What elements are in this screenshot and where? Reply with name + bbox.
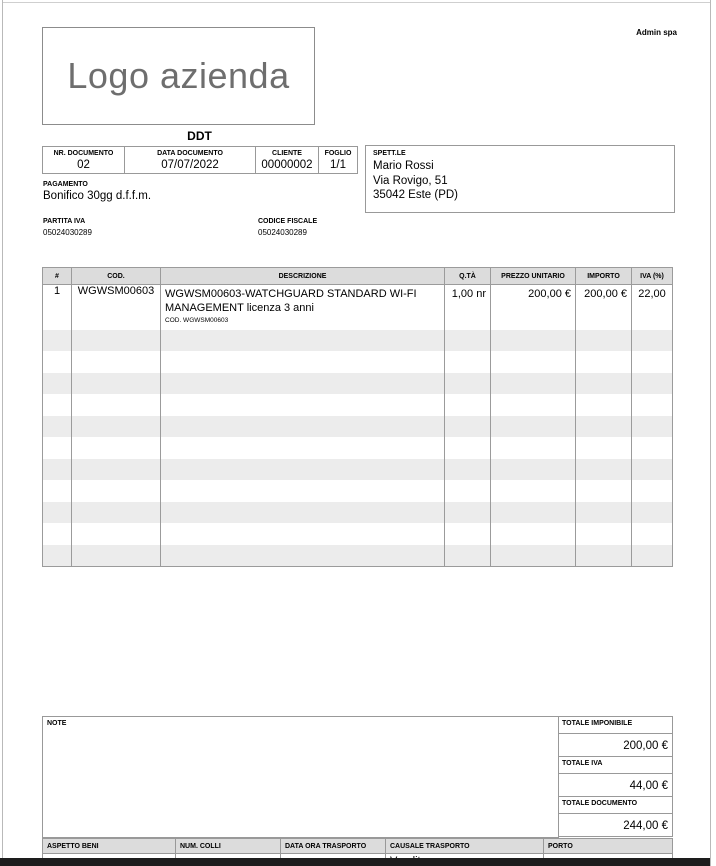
logo-placeholder-text: Logo azienda [67,55,290,96]
items-table-body [43,285,673,567]
item-code: WGWSM00603 [72,285,161,330]
sheet-label: FOGLIO [324,150,352,157]
col-header-code: COD. [72,268,161,285]
item-description-sub: COD. WGWSM00603 [165,317,229,324]
empty-item-row [43,394,673,416]
payment-label: PAGAMENTO [43,181,88,188]
company-name: Admin spa [636,28,677,37]
carriage-label: PORTO [544,839,673,854]
document-type-title: DDT [187,129,212,143]
total-taxable-value: 200,00 € [559,734,673,757]
total-vat-value: 44,00 € [559,774,673,797]
transport-reason-label: CAUSALE TRASPORTO [386,839,544,854]
goods-appearance-label: ASPETTO BENI [43,839,176,854]
empty-item-row [43,459,673,481]
fiscal-code-label: CODICE FISCALE [258,218,318,225]
fiscal-code-block [258,217,317,238]
empty-item-row [43,351,673,373]
payment-value: Bonifico 30gg d.f.f.m. [43,190,152,202]
packages-number-label: NUM. COLLI [176,839,281,854]
item-number: 1 [43,285,72,330]
page-left-edge [2,0,3,866]
totals-table [558,716,673,837]
page-top-edge [3,2,710,3]
item-row [43,285,673,330]
doc-number-value: 02 [77,159,90,171]
empty-item-row [43,373,673,395]
col-header-amount: IMPORTO [576,268,632,285]
logo-box [42,27,315,125]
item-vat: 22,00 [632,285,673,330]
empty-item-row [43,480,673,502]
col-header-num: # [43,268,72,285]
doc-date-cell [125,147,256,174]
notes-label: NOTE [47,720,67,727]
recipient-label: SPETT.LE [373,150,406,157]
page-right-edge [710,0,711,866]
doc-number-label: NR. DOCUMENTO [53,150,114,157]
transport-header-row [43,839,673,854]
transport-datetime-label: DATA ORA TRASPORTO [281,839,386,854]
item-unit-price: 200,00 € [491,285,576,330]
recipient-street: Via Rovigo, 51 [373,174,448,187]
item-description: WGWSM00603-WATCHGUARD STANDARD WI-FI MANAGEMENT licenza 3 anni [165,288,417,314]
viewport-bottom-bar [0,858,710,866]
fiscal-code-value: 05024030289 [258,228,307,237]
empty-item-row [43,437,673,459]
empty-item-row [43,545,673,567]
recipient-name: Mario Rossi [373,160,434,172]
total-document-label: TOTALE DOCUMENTO [559,797,673,814]
recipient-city: 35042 Este (PD) [373,189,459,201]
item-amount: 200,00 € [576,285,632,330]
vat-number-block [43,217,92,238]
empty-item-row [43,416,673,438]
recipient-box [365,145,675,213]
total-document-value: 244,00 € [559,814,673,837]
items-header-row [43,268,673,285]
client-label: CLIENTE [272,150,302,157]
document-info-table [42,146,358,174]
col-header-qty: Q.TÀ [445,268,491,285]
sheet-cell [319,147,358,174]
vat-number-label: PARTITA IVA [43,218,86,225]
doc-date-label: DATA DOCUMENTO [157,150,223,157]
notes-box [42,716,559,838]
empty-item-row [43,523,673,545]
item-qty: 1,00 nr [445,285,491,330]
col-header-description: DESCRIZIONE [161,268,445,285]
total-taxable-label: TOTALE IMPONIBILE [559,717,673,734]
total-vat-label: TOTALE IVA [559,757,673,774]
empty-item-row [43,330,673,352]
col-header-unit-price: PREZZO UNITARIO [491,268,576,285]
vat-number-value: 05024030289 [43,228,92,237]
doc-date-value: 07/07/2022 [161,159,219,171]
sheet-value: 1/1 [330,159,346,171]
col-header-vat: IVA (%) [632,268,673,285]
client-cell [256,147,319,174]
empty-item-row [43,502,673,524]
items-table [42,267,673,567]
doc-number-cell [43,147,125,174]
client-value: 00000002 [261,159,313,171]
item-description-cell [161,285,445,330]
payment-block [43,180,151,203]
